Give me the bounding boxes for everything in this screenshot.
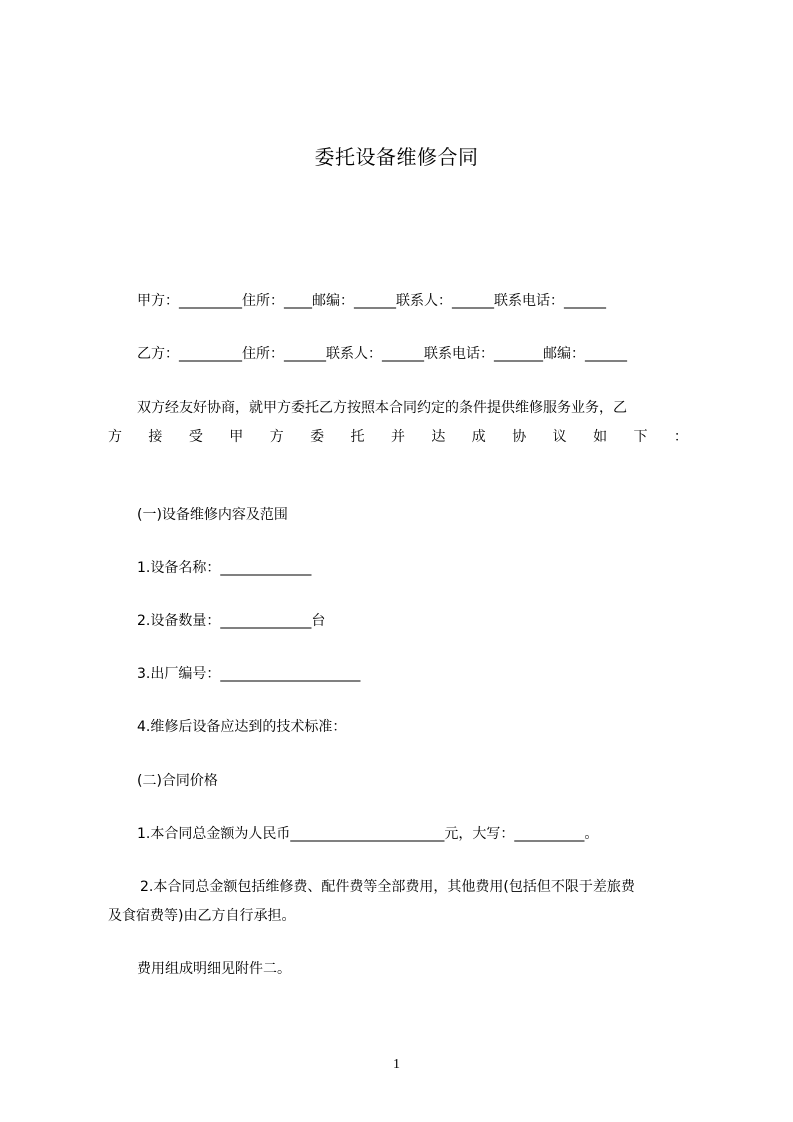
- intro-char: 委: [310, 429, 325, 445]
- intro-paragraph-line-1: 双方经友好协商，就甲方委托乙方按照本合同约定的条件提供维修服务业务，乙: [137, 400, 627, 416]
- intro-char: 并: [390, 429, 405, 445]
- intro-char: 成: [471, 429, 486, 445]
- price-clause-2-line-2: 及食宿费等)由乙方自行承担。: [108, 908, 296, 924]
- item-equipment-quantity: 2.设备数量：_____________台: [137, 613, 326, 629]
- intro-char: 甲: [229, 429, 244, 445]
- intro-char: 接: [148, 429, 163, 445]
- price-clause-1: 1.本合同总金额为人民币______________________元，大写：__________。: [137, 826, 599, 842]
- intro-char: 方: [269, 429, 284, 445]
- section-2-heading: (二)合同价格: [137, 773, 218, 789]
- intro-char: 如: [593, 429, 608, 445]
- party-b-line: 乙方：_________住所：______联系人：______联系电话：_______邮编：______: [137, 346, 627, 362]
- document-title: 委托设备维修合同: [314, 145, 479, 169]
- page-number: 1: [393, 1057, 400, 1072]
- intro-char: 托: [350, 429, 365, 445]
- intro-char: ：: [673, 429, 688, 445]
- item-equipment-name: 1.设备名称：_____________: [137, 560, 312, 576]
- party-a-line: 甲方：_________住所：____邮编：______联系人：______联系电话：______: [137, 293, 606, 309]
- intro-char: 下: [633, 429, 648, 445]
- intro-char: 协: [512, 429, 527, 445]
- intro-char: 达: [431, 429, 446, 445]
- price-clause-2-line-1: 2.本合同总金额包括维修费、配件费等全部费用，其他费用(包括但不限于差旅费: [140, 879, 635, 895]
- fees-note: 费用组成明细见附件二。: [137, 961, 291, 977]
- intro-char: 受: [188, 429, 203, 445]
- intro-char: 方: [108, 429, 122, 445]
- item-serial-number: 3.出厂编号：____________________: [137, 666, 361, 682]
- intro-paragraph-line-2: [108, 427, 688, 447]
- item-technical-standard: 4.维修后设备应达到的技术标准：: [137, 719, 347, 735]
- intro-char: 议: [552, 429, 567, 445]
- section-1-heading: (一)设备维修内容及范围: [137, 507, 288, 523]
